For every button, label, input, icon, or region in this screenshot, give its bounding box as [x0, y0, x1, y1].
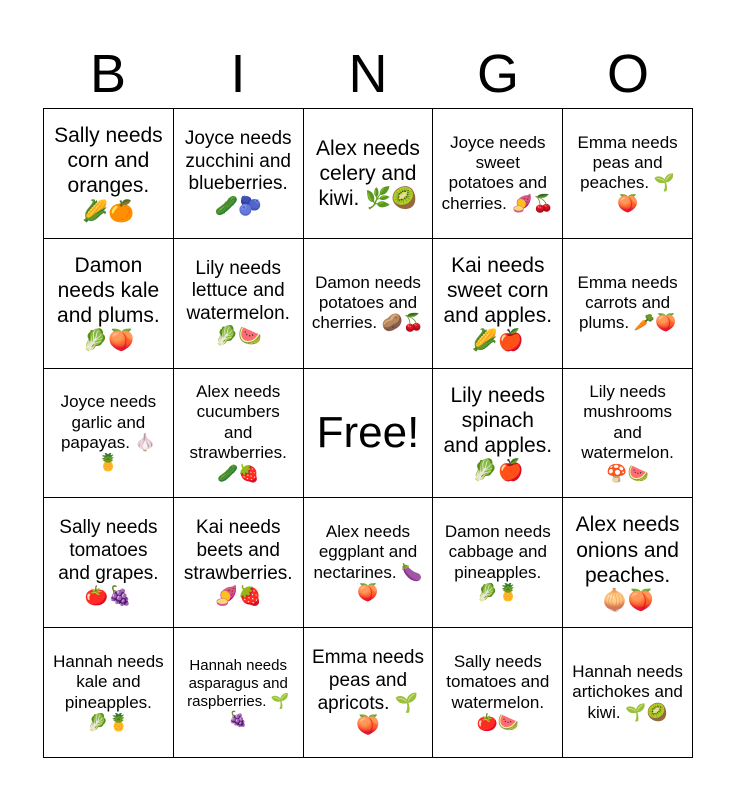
cell-text: Damon needs cabbage and pineapples. 🥬🍍 — [444, 522, 551, 603]
bingo-cell[interactable] — [44, 369, 174, 499]
bingo-cell[interactable] — [563, 239, 693, 369]
bingo-cell[interactable] — [174, 628, 304, 758]
cell-text: Hannah needs kale and pineapples. 🥬🍍 — [53, 651, 164, 732]
bingo-cell[interactable] — [44, 628, 174, 758]
free-space-label: Free! — [316, 407, 420, 457]
cell-text: Hannah needs asparagus and raspberries. 🌱🍇 — [187, 656, 290, 728]
cell-text: Joyce needs garlic and papayas. 🧄🍍 — [60, 392, 157, 473]
header-letter-b: B — [89, 44, 127, 104]
bingo-cell[interactable] — [44, 498, 174, 628]
cell-text: Lily needs lettuce and watermelon. 🥬🍉 — [186, 257, 290, 347]
bingo-cell-free[interactable] — [304, 369, 434, 499]
cell-text: Emma needs peas and apricots. 🌱🍑 — [312, 647, 424, 737]
cell-text: Alex needs cucumbers and strawberries. 🥒🍓 — [189, 382, 287, 483]
cell-text: Hannah needs artichokes and kiwi. 🌱🥝 — [572, 662, 683, 722]
cell-text: Emma needs carrots and plums. 🥕🍑 — [577, 272, 678, 333]
cell-text: Damon needs potatoes and cherries. 🥔🍒 — [311, 272, 425, 333]
bingo-header — [43, 40, 693, 108]
cell-text: Alex needs onions and peaches. 🧅🍑 — [575, 513, 680, 612]
bingo-cell[interactable] — [304, 109, 434, 239]
bingo-cell[interactable] — [304, 239, 434, 369]
header-letter-o: O — [606, 44, 649, 104]
bingo-cell[interactable] — [174, 369, 304, 499]
cell-text: Sally needs tomatoes and watermelon. 🍅🍉 — [446, 651, 550, 732]
cell-text: Sally needs corn and oranges. 🌽🍊 — [54, 124, 163, 223]
cell-text: Lily needs spinach and apples. 🥬🍎 — [443, 383, 553, 483]
bingo-cell[interactable] — [44, 239, 174, 369]
bingo-cell[interactable] — [433, 628, 563, 758]
bingo-cell[interactable] — [44, 109, 174, 239]
bingo-cell[interactable] — [174, 109, 304, 239]
cell-text: Damon needs kale and plums. 🥬🍑 — [57, 253, 160, 353]
bingo-cell[interactable] — [304, 628, 434, 758]
cell-text: Kai needs sweet corn and apples. 🌽🍎 — [443, 253, 553, 353]
bingo-cell[interactable] — [563, 628, 693, 758]
cell-text: Joyce needs sweet potatoes and cherries. 🍠🍒 — [441, 132, 554, 213]
header-letter-i: I — [230, 44, 246, 104]
bingo-cell[interactable] — [433, 498, 563, 628]
header-letter-n: N — [348, 44, 388, 104]
bingo-cell[interactable] — [433, 109, 563, 239]
cell-text: Alex needs celery and kiwi. 🌿🥝 — [316, 136, 420, 210]
cell-text: Lily needs mushrooms and watermelon. 🍄🍉 — [581, 382, 674, 483]
bingo-cell[interactable] — [433, 239, 563, 369]
cell-text: Kai needs beets and strawberries. 🍠🍓 — [183, 517, 293, 607]
cell-text: Joyce needs zucchini and blueberries. 🥒🫐 — [184, 127, 292, 218]
cell-text: Alex needs eggplant and nectarines. 🍆🍑 — [313, 522, 423, 603]
bingo-cell[interactable] — [304, 498, 434, 628]
cell-text: Emma needs peas and peaches. 🌱🍑 — [577, 132, 678, 213]
cell-text: Sally needs tomatoes and grapes. 🍅🍇 — [58, 517, 159, 607]
bingo-grid — [43, 108, 693, 758]
header-letter-g: G — [476, 44, 519, 104]
bingo-cell[interactable] — [174, 239, 304, 369]
bingo-cell[interactable] — [174, 498, 304, 628]
bingo-cell[interactable] — [433, 369, 563, 499]
bingo-cell[interactable] — [563, 498, 693, 628]
bingo-cell[interactable] — [563, 109, 693, 239]
bingo-cell[interactable] — [563, 369, 693, 499]
